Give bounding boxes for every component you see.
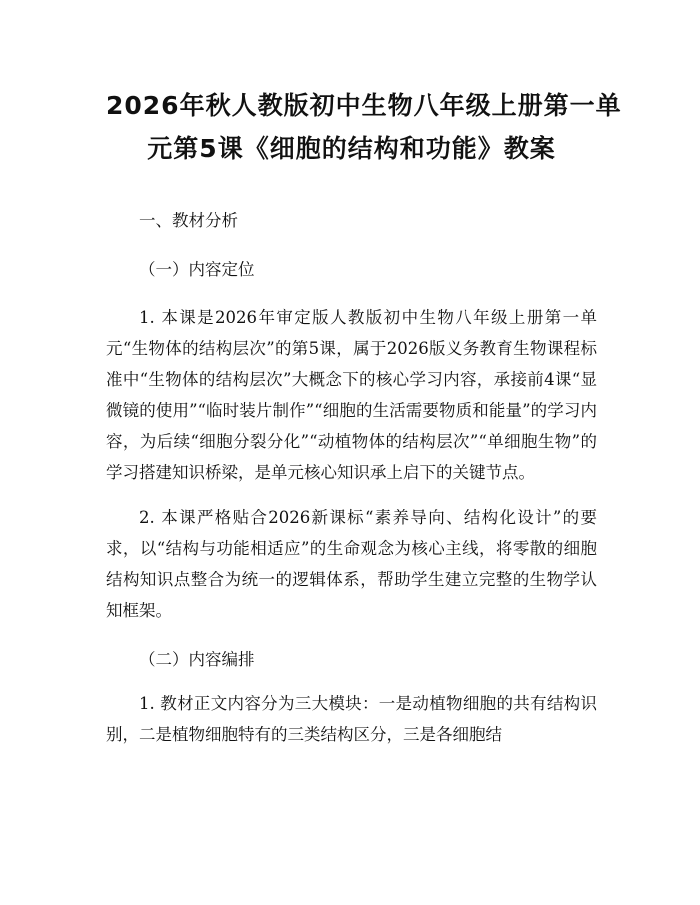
title-line-2: 元第5课《细胞的结构和功能》教案 — [147, 134, 556, 163]
paragraph-arrangement-1: 1. 教材正文内容分为三大模块：一是动植物细胞的共有结构识别，二是植物细胞特有的三类结构区分，三是各细胞结 — [106, 694, 597, 744]
section-heading-textbook-analysis: 一、教材分析 — [139, 211, 238, 230]
paragraph-positioning-2: 2. 本课严格贴合2026新课标“素养导向、结构化设计”的要求，以“结构与功能相适应”的生命观念为核心主线，将零散的细胞结构知识点整合为统一的逻辑体系，帮助学生建立完整的生物学认知框架。 — [106, 508, 597, 620]
subsection-heading-content-arrangement: （二）内容编排 — [139, 650, 255, 669]
paragraph-positioning-1: 1. 本课是2026年审定版人教版初中生物八年级上册第一单元“生物体的结构层次”的第5课，属于2026版义务教育生物课程标准中“生物体的结构层次”大概念下的核心学习内容，承接前4课“显微镜的使用”“临时装片制作”“细胞的生活需要物质和能量”的学习内容，为后续“细胞分裂分化”“动植物体的结构层次”“单细胞生物”的学习搭建知识桥梁，是单元核心知识承上启下的关键节点。 — [106, 308, 597, 482]
document-title — [106, 84, 622, 170]
subsection-heading-content-positioning: （一）内容定位 — [139, 260, 255, 279]
title-line-1: 2026年秋人教版初中生物八年级上册第一单 — [106, 91, 622, 120]
